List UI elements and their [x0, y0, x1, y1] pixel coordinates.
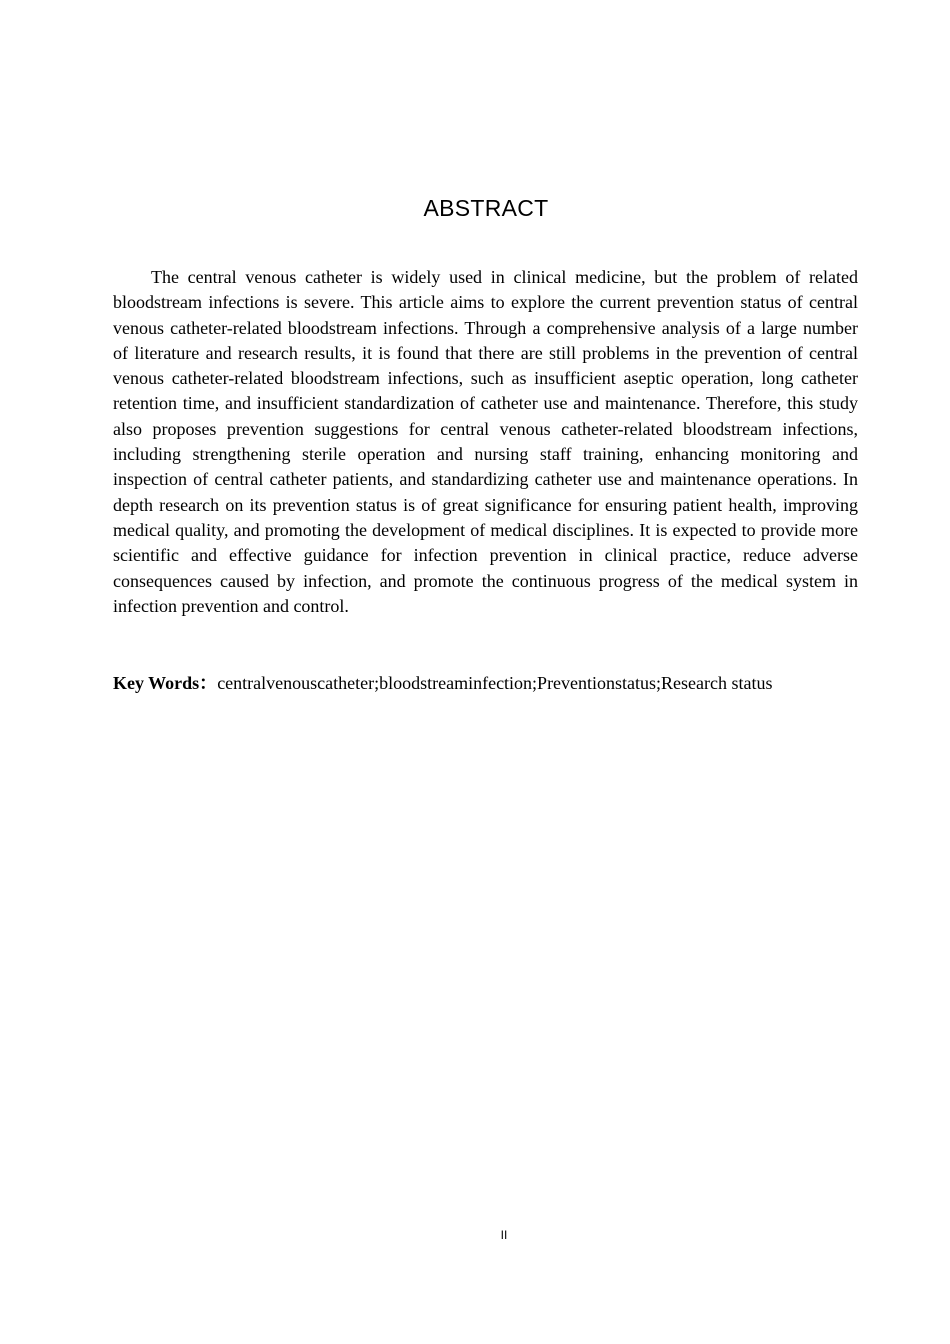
page-number: II — [500, 1228, 508, 1242]
keywords-value: centralvenouscatheter;bloodstreaminfection;Preventionstatus;Research status — [217, 673, 773, 693]
keywords-line — [113, 671, 858, 696]
page-title: ABSTRACT — [423, 195, 549, 221]
keywords-label: Key Words： — [113, 673, 218, 693]
abstract-paragraph: The central venous catheter is widely used in clinical medicine, but the problem of related bloodstream infections is severe. This article aims to explore the current prevention status of central venous catheter-related bloodstream infections. Through a comprehensive analysis of a large number of literature and research results, it is found that there are still problems in the prevention of central venous catheter-related bloodstream infections, such as insufficient aseptic operation, long catheter retention time, and insufficient standardization of catheter use and maintenance. Therefore, this study also proposes prevention suggestions for central venous catheter-related bloodstream infections, including strengthening sterile operation and nursing staff training, enhancing monitoring and inspection of central catheter patients, and standardizing catheter use and maintenance operations. In depth research on its prevention status is of great significance for ensuring patient health, improving medical quality, and promoting the development of medical disciplines. It is expected to provide more scientific and effective guidance for infection prevention in clinical practice, reduce adverse consequences caused by infection, and promote the continuous progress of the medical system in infection prevention and control. — [113, 267, 858, 616]
